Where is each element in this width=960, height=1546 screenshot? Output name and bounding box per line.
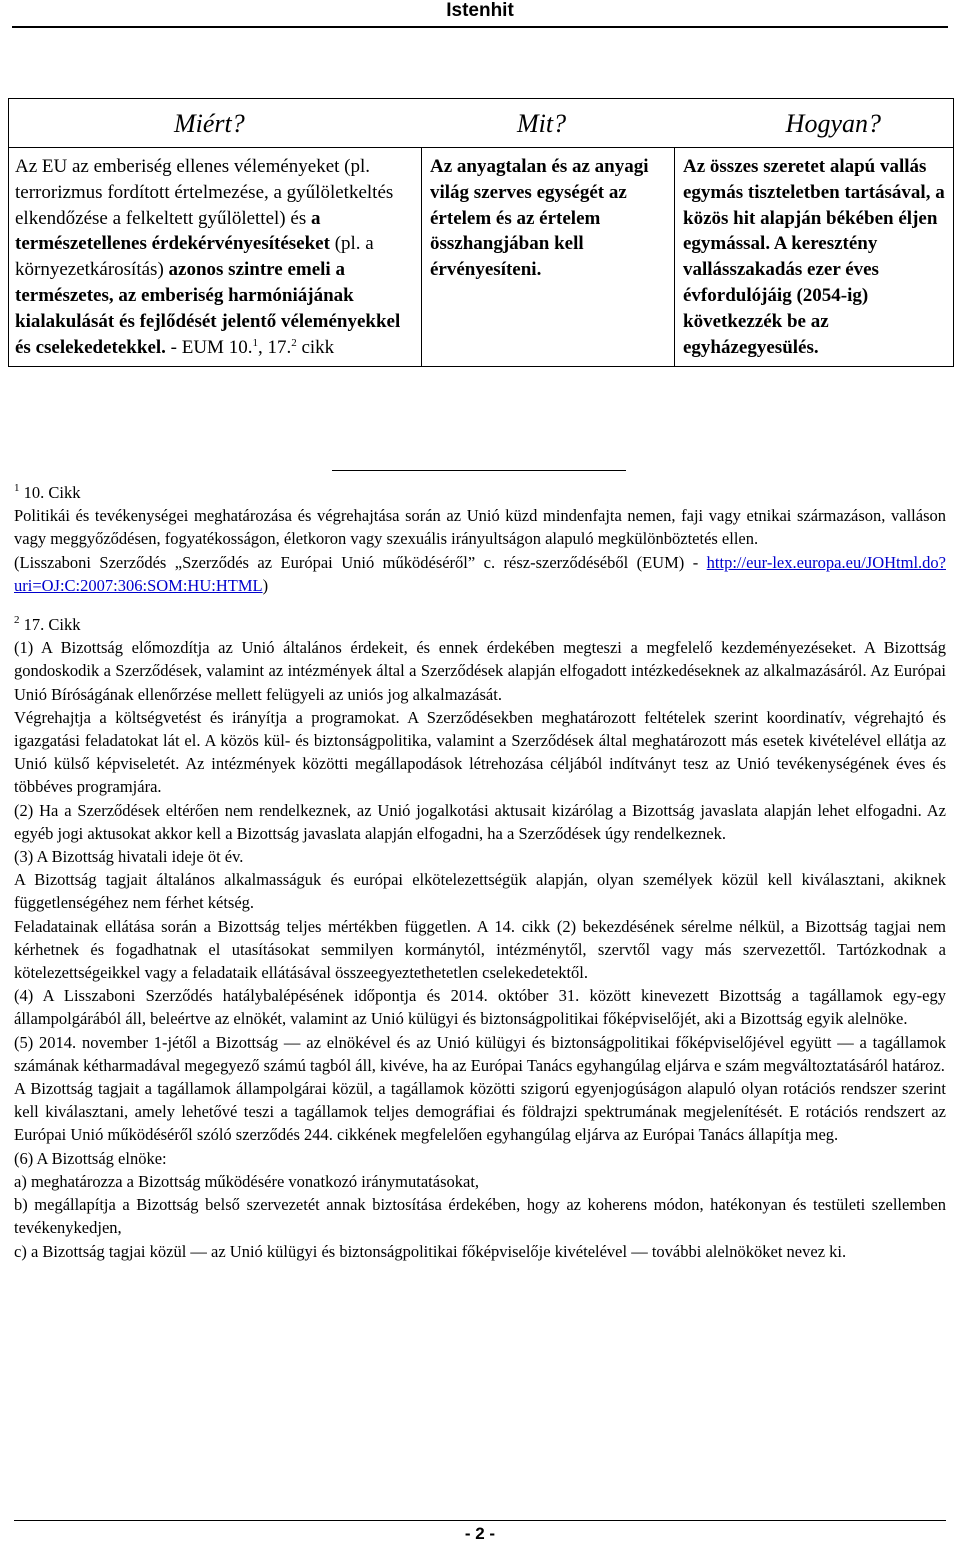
why-text-2: a természetellenes érdekérvényesítéseket [15,207,330,255]
footnote-ref-2[interactable]: 2 [291,336,297,349]
footnote-2-heading: 17. Cikk [19,615,81,635]
footnote-1-title [14,481,946,504]
why-text-4: azonos szintre emeli a természetes, az emberiség harmóniájának kialakulását és fejlődését jelentő véleményekkel és cselekedetekkel. [15,259,401,358]
footnote-2-number: 2 [14,614,20,627]
footnote-1-number: 1 [14,482,20,494]
why-text-5: - EUM 10. [165,336,253,358]
footnote-2-title [14,613,946,636]
eur-lex-link[interactable]: http://eur-lex.europa.eu/JOHtml.do?uri=OJ:C:2007:306:SOM:HU:HTML [14,552,946,595]
footnote-ref-1[interactable]: 1 [252,336,258,349]
footnote-2-paragraph: (4) A Lisszaboni Szerződés hatálybalépésének időpontja és 2014. október 31. között kinevezett Bizottság a tagállamok egy-egy állampolgárából áll, beleértve az elnökét, valamint az Unió külügyi és biztonságpolitikai főképviselőjét, aki a Bizottság egyik alelnöke. [14,986,946,1029]
footnote-1-source-text: (Lisszaboni Szerződés „Szerződés az Európai Unió működéséről” c. rész-szerződéséből (EUM) - [14,552,707,572]
table-body-row [9,148,954,367]
footnote-2-paragraph: Feladatainak ellátása során a Bizottság teljes mértékben független. A 14. cikk (2) bekezdésének sérelme nélkül, a Bizottság tagjai nem kérhetnek és fogadhatnak el utasításokat semmilyen kormánytól, intézménytől, szervtől vagy más szervezettől. Tartózkodnak a kötelezettségeikkel vagy a feladataik ellátásával összeegyeztethetetlen cselekedetektől. [14,916,946,983]
footnote-separator [332,470,626,471]
footnote-2-paragraph: (5) 2014. november 1-jétől a Bizottság — az elnökével és az Unió külügyi és biztonságpolitikai főképviselőjével együtt — a tagállamok számának kétharmadával megegyező számú tagból áll, kivéve, ha az Európai Tanács egyhangúlag eljárva e szám megváltoztatásáról határoz. [14,1032,946,1075]
footnote-2-paragraph: (1) A Bizottság előmozdítja az Unió általános érdekeit, és ennek érdekében megteszi a megfelelő kezdeményezéseket. A Bizottság gondoskodik a Szerződések, valamint az intézmények által a Szerződések alapján elfogadott intézkedéseknek az alkalmazásáról. Az Európai Unió Bíróságának ellenőrzése mellett felügyeli az uniós jog alkalmazását. [14,638,946,704]
footnote-2-paragraph: A Bizottság tagjait általános alkalmasságuk és európai elkötelezettségük alapján, olyan személyek közül kell kiválasztani, akiknek függetlenségéhez nem férhet kétség. [14,870,946,913]
header-how: Hogyan? [785,109,881,138]
summary-table [8,98,954,367]
footnote-2-paragraph: Végrehajtja a költségvetést és irányítja a programokat. A Szerződésekben meghatározott feltételek szerint koordinatív, végrehajtó és igazgatási feladatokat lát el. A közös kül- és biztonságpolitika, valamint a Szerződések által meghatározott más esetek kivételével ellátja az Unió külső képviseletét. Az intézmények közötti megállapodások létrehozása céljából indítványt tesz az Unió tevékenységének éves és többéves programjára. [14,707,946,797]
why-text-1: Az EU az emberiség ellenes véleményeket (pl. terrorizmus fordított értelmezése, a gyűlöletkeltés elkendőzése a felkeltett gyűlölettel) és [15,156,394,229]
cell-why [9,148,422,367]
why-text-6: , 17. [257,336,292,358]
footnote-2-paragraph: (3) A Bizottság hivatali ideje öt év. [14,847,244,867]
table-header-row [9,99,954,148]
footnote-2-paragraph: (6) A Bizottság elnöke: [14,1148,167,1168]
footnote-2-paragraph: (2) Ha a Szerződések eltérően nem rendelkeznek, az Unió jogalkotási aktusait kizárólag a Bizottság javaslata alapján lehet elfogadni. Az egyéb jogi aktusokat akkor kell a Bizottság javaslata alapján elfogadni, ha a Szerződések úgy rendelkeznek. [14,800,946,843]
footnote-2-paragraph: A Bizottság tagjait a tagállamok állampolgárai közül, a tagállamok közötti szigorú egyenjogúságon alapuló olyan rotációs rendszer szerint kell kiválasztani, amely lehetővé teszi a tagállamok teljes demográfiai és földrajzi spektrumának megjelenítését. E rotációs rendszert az Európai Unió működéséről szóló szerződés 244. cikkének megfelelően egyhangúlag eljárva az Európai Tanács állapítja meg. [14,1079,946,1145]
footnote-2-paragraph: c) a Bizottság tagjai közül — az Unió külügyi és biztonságpolitikai főképviselője kivételével — további alelnököket nevez ki. [14,1241,847,1261]
cell-what: Az anyagtalan és az anyagi világ szerves egységét az értelem és az értelem összhangjában kell érvényesíteni. [422,148,675,367]
header-what: Mit? [517,109,567,138]
footnote-1-heading: 10. Cikk [19,483,81,502]
footnotes [14,481,946,1263]
cell-how: Az összes szeretet alapú vallás egymás tiszteletben tartásával, a közös hit alapján békében éljen egymással. A keresztény vallásszakadás ezer éves évfordulójáig (2054-ig) következzék be az egyházegyesülés. [675,148,954,367]
table-header-cell [9,99,954,148]
page-header-title: Istenhit [446,0,514,21]
page-number: - 2 - [464,1524,496,1543]
bottom-divider [14,1520,946,1521]
why-text-7: cikk [296,336,335,358]
footnote-2-paragraph: a) meghatározza a Bizottság működésére vonatkozó iránymutatásokat, [14,1171,480,1191]
header-divider [12,26,948,28]
header-why: Miért? [174,109,245,138]
footnote-1-paragraph: Politikái és tevékenységei meghatározása és végrehajtása során az Unió küzd mindenfajta nemen, faji vagy etnikai származáson, valláson vagy meggyőződésen, fogyatékosságon, életkoron vagy szexuális irányultságon alapuló megkülönböztetés ellen. [14,506,946,549]
footnote-1-source-end: ) [262,575,269,595]
why-text-3: (pl. a környezetkárosítás) [15,233,374,281]
footnote-1-source [14,551,946,597]
footnote-gap [14,597,946,613]
footnote-2-paragraph: b) megállapítja a Bizottság belső szervezetét annak biztosítása érdekében, hogy az koherens módon, hatékonyan és testületi szellemben tevékenykedjen, [14,1195,946,1238]
